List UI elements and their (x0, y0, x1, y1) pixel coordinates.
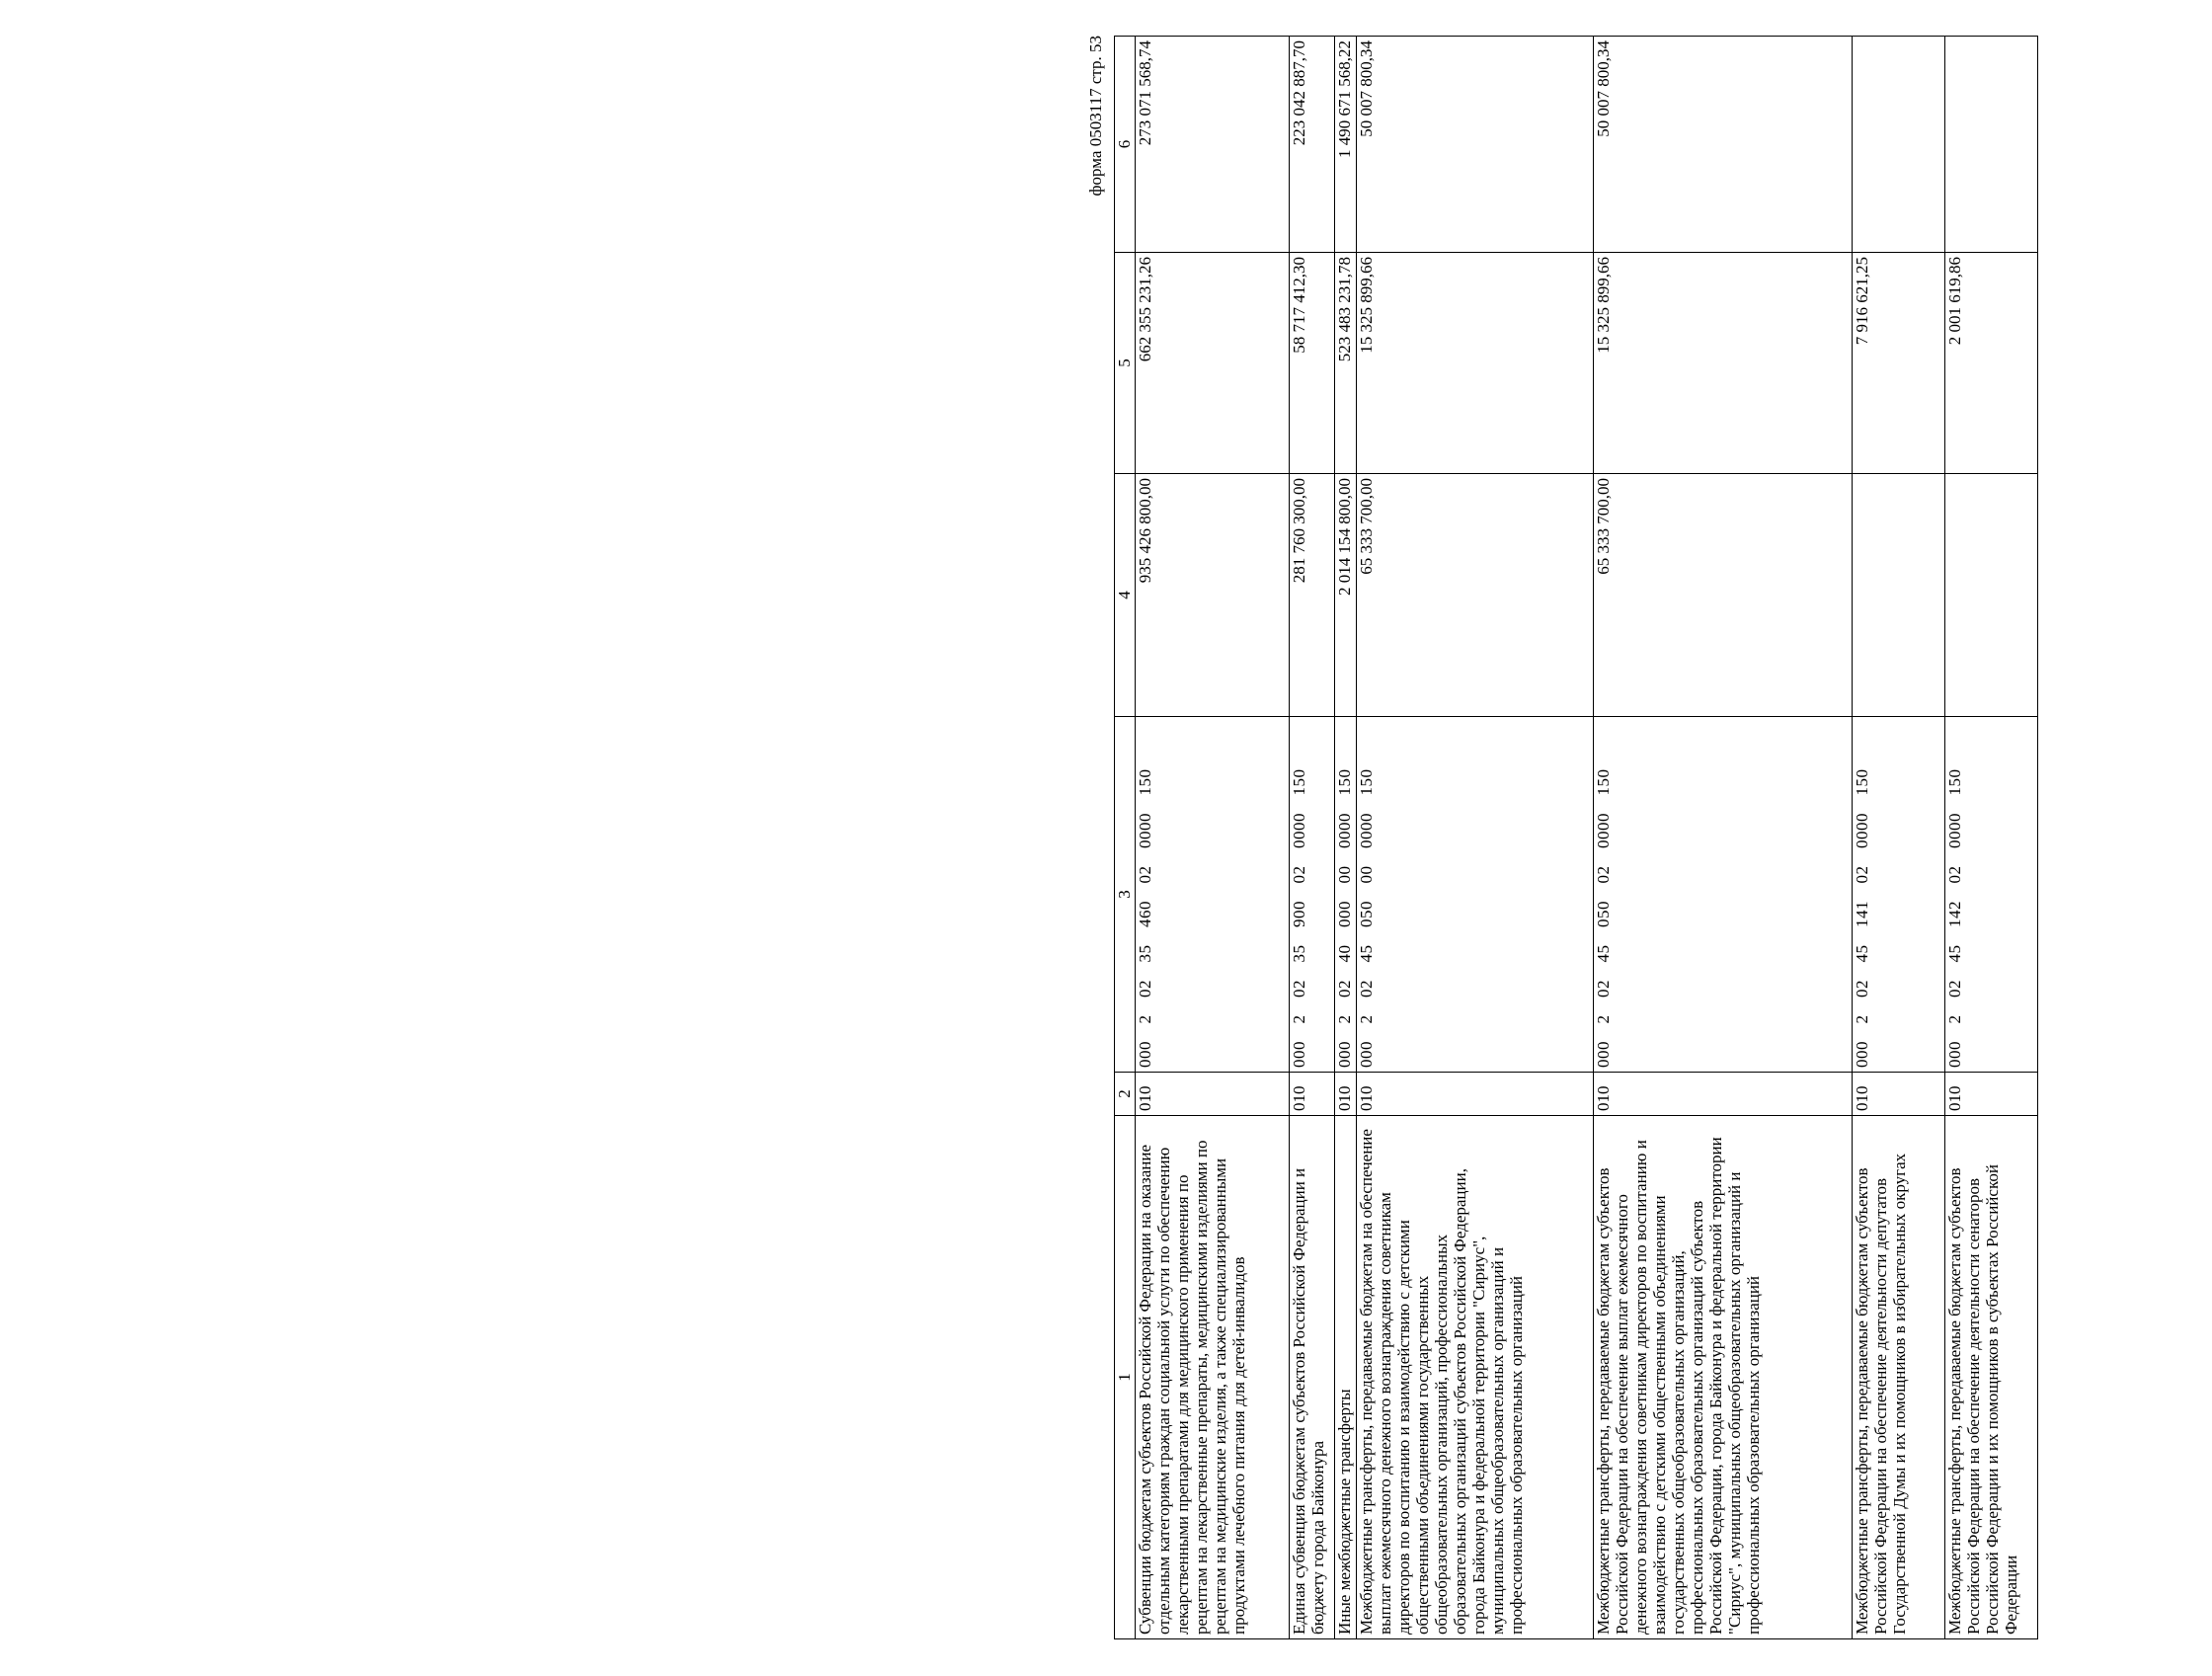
row-unexecuted: 1 490 671 568,22 (1335, 37, 1357, 253)
row-line-code: 010 (1853, 1073, 1945, 1116)
row-approved: 65 333 700,00 (1594, 474, 1853, 717)
header-col-4: 4 (1115, 474, 1136, 717)
row-approved: 935 426 800,00 (1136, 474, 1290, 717)
row-unexecuted (1853, 37, 1945, 253)
row-executed: 15 325 899,66 (1357, 253, 1594, 474)
row-executed: 7 916 621,25 (1853, 253, 1945, 474)
row-executed: 2 001 619,86 (1945, 253, 2038, 474)
table-row (1357, 37, 1594, 1639)
table-row (1945, 37, 2038, 1639)
table-row (1853, 37, 1945, 1639)
row-income-code: 000 2 02 45 141 02 0000 150 (1853, 717, 1945, 1073)
row-name: Межбюджетные трансферты, передаваемые бюджетам субъектов Российской Федерации на обеспечение выплат ежемесячного денежного вознаграждения советникам директоров по воспитанию и взаимодействию с детскими общественными объединениями государственных общеобразовательных организаций, профессиональных образовательных организаций субъектов Российской Федерации, города Байконура и федеральной территории "Сириус", муниципальных общеобразовательных организаций и профессиональных образовательных организаций (1594, 1116, 1853, 1639)
row-executed: 58 717 412,30 (1290, 253, 1335, 474)
row-executed: 662 355 231,26 (1136, 253, 1290, 474)
row-unexecuted: 50 007 800,34 (1594, 37, 1853, 253)
table-row (1594, 37, 1853, 1639)
header-row (1115, 37, 1136, 1639)
row-approved: 65 333 700,00 (1357, 474, 1594, 717)
row-approved (1945, 474, 2038, 717)
row-executed: 15 325 899,66 (1594, 253, 1853, 474)
row-unexecuted: 273 071 568,74 (1136, 37, 1290, 253)
row-income-code: 000 2 02 45 050 00 0000 150 (1357, 717, 1594, 1073)
row-name: Иные межбюджетные трансферты (1335, 1116, 1357, 1639)
row-name: Межбюджетные трансферты, передаваемые бюджетам субъектов Российской Федерации на обеспечение деятельности сенаторов Российской Федерации и их помощников в субъектах Российской Федерации (1945, 1116, 2038, 1639)
row-name: Межбюджетные трансферты, передаваемые бюджетам субъектов Российской Федерации на обеспечение деятельности депутатов Государственной Думы и их помощников в избирательных округах (1853, 1116, 1945, 1639)
header-col-3: 3 (1115, 717, 1136, 1073)
row-unexecuted (1945, 37, 2038, 253)
header-col-5: 5 (1115, 253, 1136, 474)
row-approved (1853, 474, 1945, 717)
row-line-code: 010 (1335, 1073, 1357, 1116)
header-col-6: 6 (1115, 37, 1136, 253)
row-executed: 523 483 231,78 (1335, 253, 1357, 474)
row-income-code: 000 2 02 35 900 02 0000 150 (1290, 717, 1335, 1073)
row-line-code: 010 (1136, 1073, 1290, 1116)
row-name: Единая субвенция бюджетам субъектов Российской Федерации и бюджету города Байконура (1290, 1116, 1335, 1639)
rotated-page (1086, 36, 2212, 1639)
row-line-code: 010 (1290, 1073, 1335, 1116)
row-income-code: 000 2 02 45 142 02 0000 150 (1945, 717, 2038, 1073)
row-name: Субвенции бюджетам субъектов Российской Федерации на оказание отдельным категориям граждан социальной услуги по обеспечению лекарственными препаратами для медицинского применения по рецептам на лекарственные препараты, медицинскими изделиями по рецептам на медицинские изделия, а также специализированными продуктами лечебного питания для детей-инвалидов (1136, 1116, 1290, 1639)
row-line-code: 010 (1357, 1073, 1594, 1116)
row-unexecuted: 223 042 887,70 (1290, 37, 1335, 253)
row-income-code: 000 2 02 35 460 02 0000 150 (1136, 717, 1290, 1073)
row-line-code: 010 (1594, 1073, 1853, 1116)
row-line-code: 010 (1945, 1073, 2038, 1116)
row-approved: 281 760 300,00 (1290, 474, 1335, 717)
table-row (1290, 37, 1335, 1639)
form-label: форма 0503117 стр. 53 (1086, 36, 1105, 197)
header-col-2: 2 (1115, 1073, 1136, 1116)
row-unexecuted: 50 007 800,34 (1357, 37, 1594, 253)
header-col-1: 1 (1115, 1116, 1136, 1639)
table-row (1136, 37, 1290, 1639)
budget-table (1114, 36, 2038, 1639)
row-income-code: 000 2 02 40 000 00 0000 150 (1335, 717, 1357, 1073)
table-row (1335, 37, 1357, 1639)
row-name: Межбюджетные трансферты, передаваемые бюджетам на обеспечение выплат ежемесячного денежного вознаграждения советникам директоров по воспитанию и взаимодействию с детскими общественными объединениями государственных общеобразовательных организаций, профессиональных образовательных организаций субъектов Российской Федерации, города Байконура и федеральной территории "Сириус", муниципальных общеобразовательных организаций и профессиональных образовательных организаций (1357, 1116, 1594, 1639)
row-approved: 2 014 154 800,00 (1335, 474, 1357, 717)
row-income-code: 000 2 02 45 050 02 0000 150 (1594, 717, 1853, 1073)
